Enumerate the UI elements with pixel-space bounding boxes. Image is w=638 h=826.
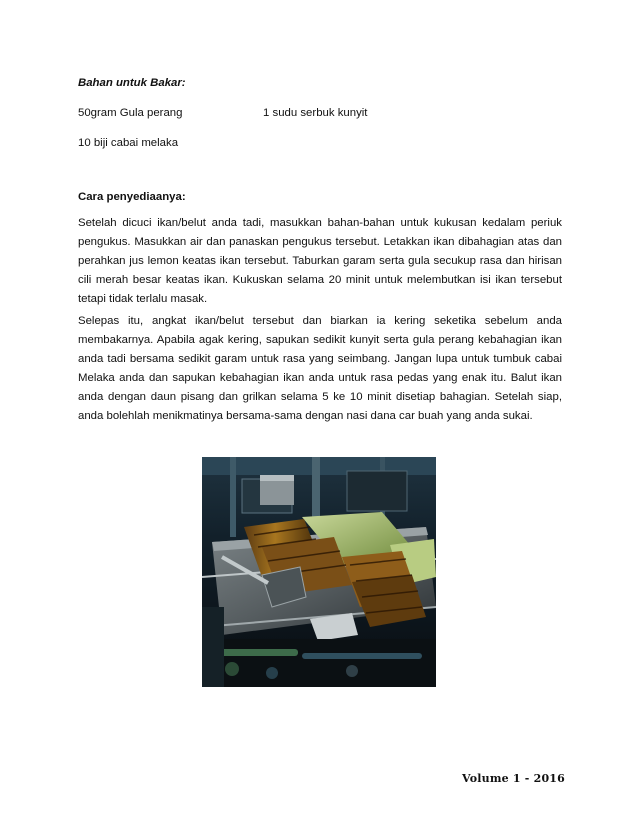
volume-footer: Volume 1 - 2016 [462, 772, 565, 785]
ingredient-cabai-melaka: 10 biji cabai melaka [78, 137, 179, 149]
ingredient-gula-perang: 50gram Gula perang [78, 107, 183, 119]
bahan-heading: Bahan untuk Bakar: [78, 77, 186, 89]
paragraph-steaming: Setelah dicuci ikan/belut anda tadi, masukkan bahan-bahan untuk kukusan kedalam periuk pengukus. Masukkan air dan panaskan pengukus tersebut. Letakkan ikan dibahagian atas dan perahkan jus lemon keatas ikan tersebut. Taburkan garam serta gula secukup rasa dan hirisan cili merah besar keatas ikan. Kukuskan selama 20 minit untuk melembutkan isi ikan tersebut tetapi tidak terlalu masak. [78, 217, 562, 305]
paragraph-grilling: Selepas itu, angkat ikan/belut tersebut dan biarkan ia kering seketika sebelum anda membakarnya. Apabila agak kering, sapukan sedikit kunyit serta gula perang kebahagian ikan anda tadi bersama sedikit garam untuk rasa yang seimbang. Jangan lupa untuk tumbuk cabai Melaka anda dan sapukan kebahagian ikan anda untuk rasa pedas yang enak itu. Balut ikan anda dengan daun pisang dan grilkan selama 5 ke 10 minit disetiap bahagian. Setelah siap, anda bolehlah menikmatinya bersama-sama dengan nasi dana car buah yang anda sukai. [78, 315, 562, 422]
cara-heading: Cara penyediaanya: [78, 191, 186, 203]
ingredient-serbuk-kunyit: 1 sudu serbuk kunyit [263, 107, 368, 119]
grilled-fish-photo [202, 457, 436, 687]
